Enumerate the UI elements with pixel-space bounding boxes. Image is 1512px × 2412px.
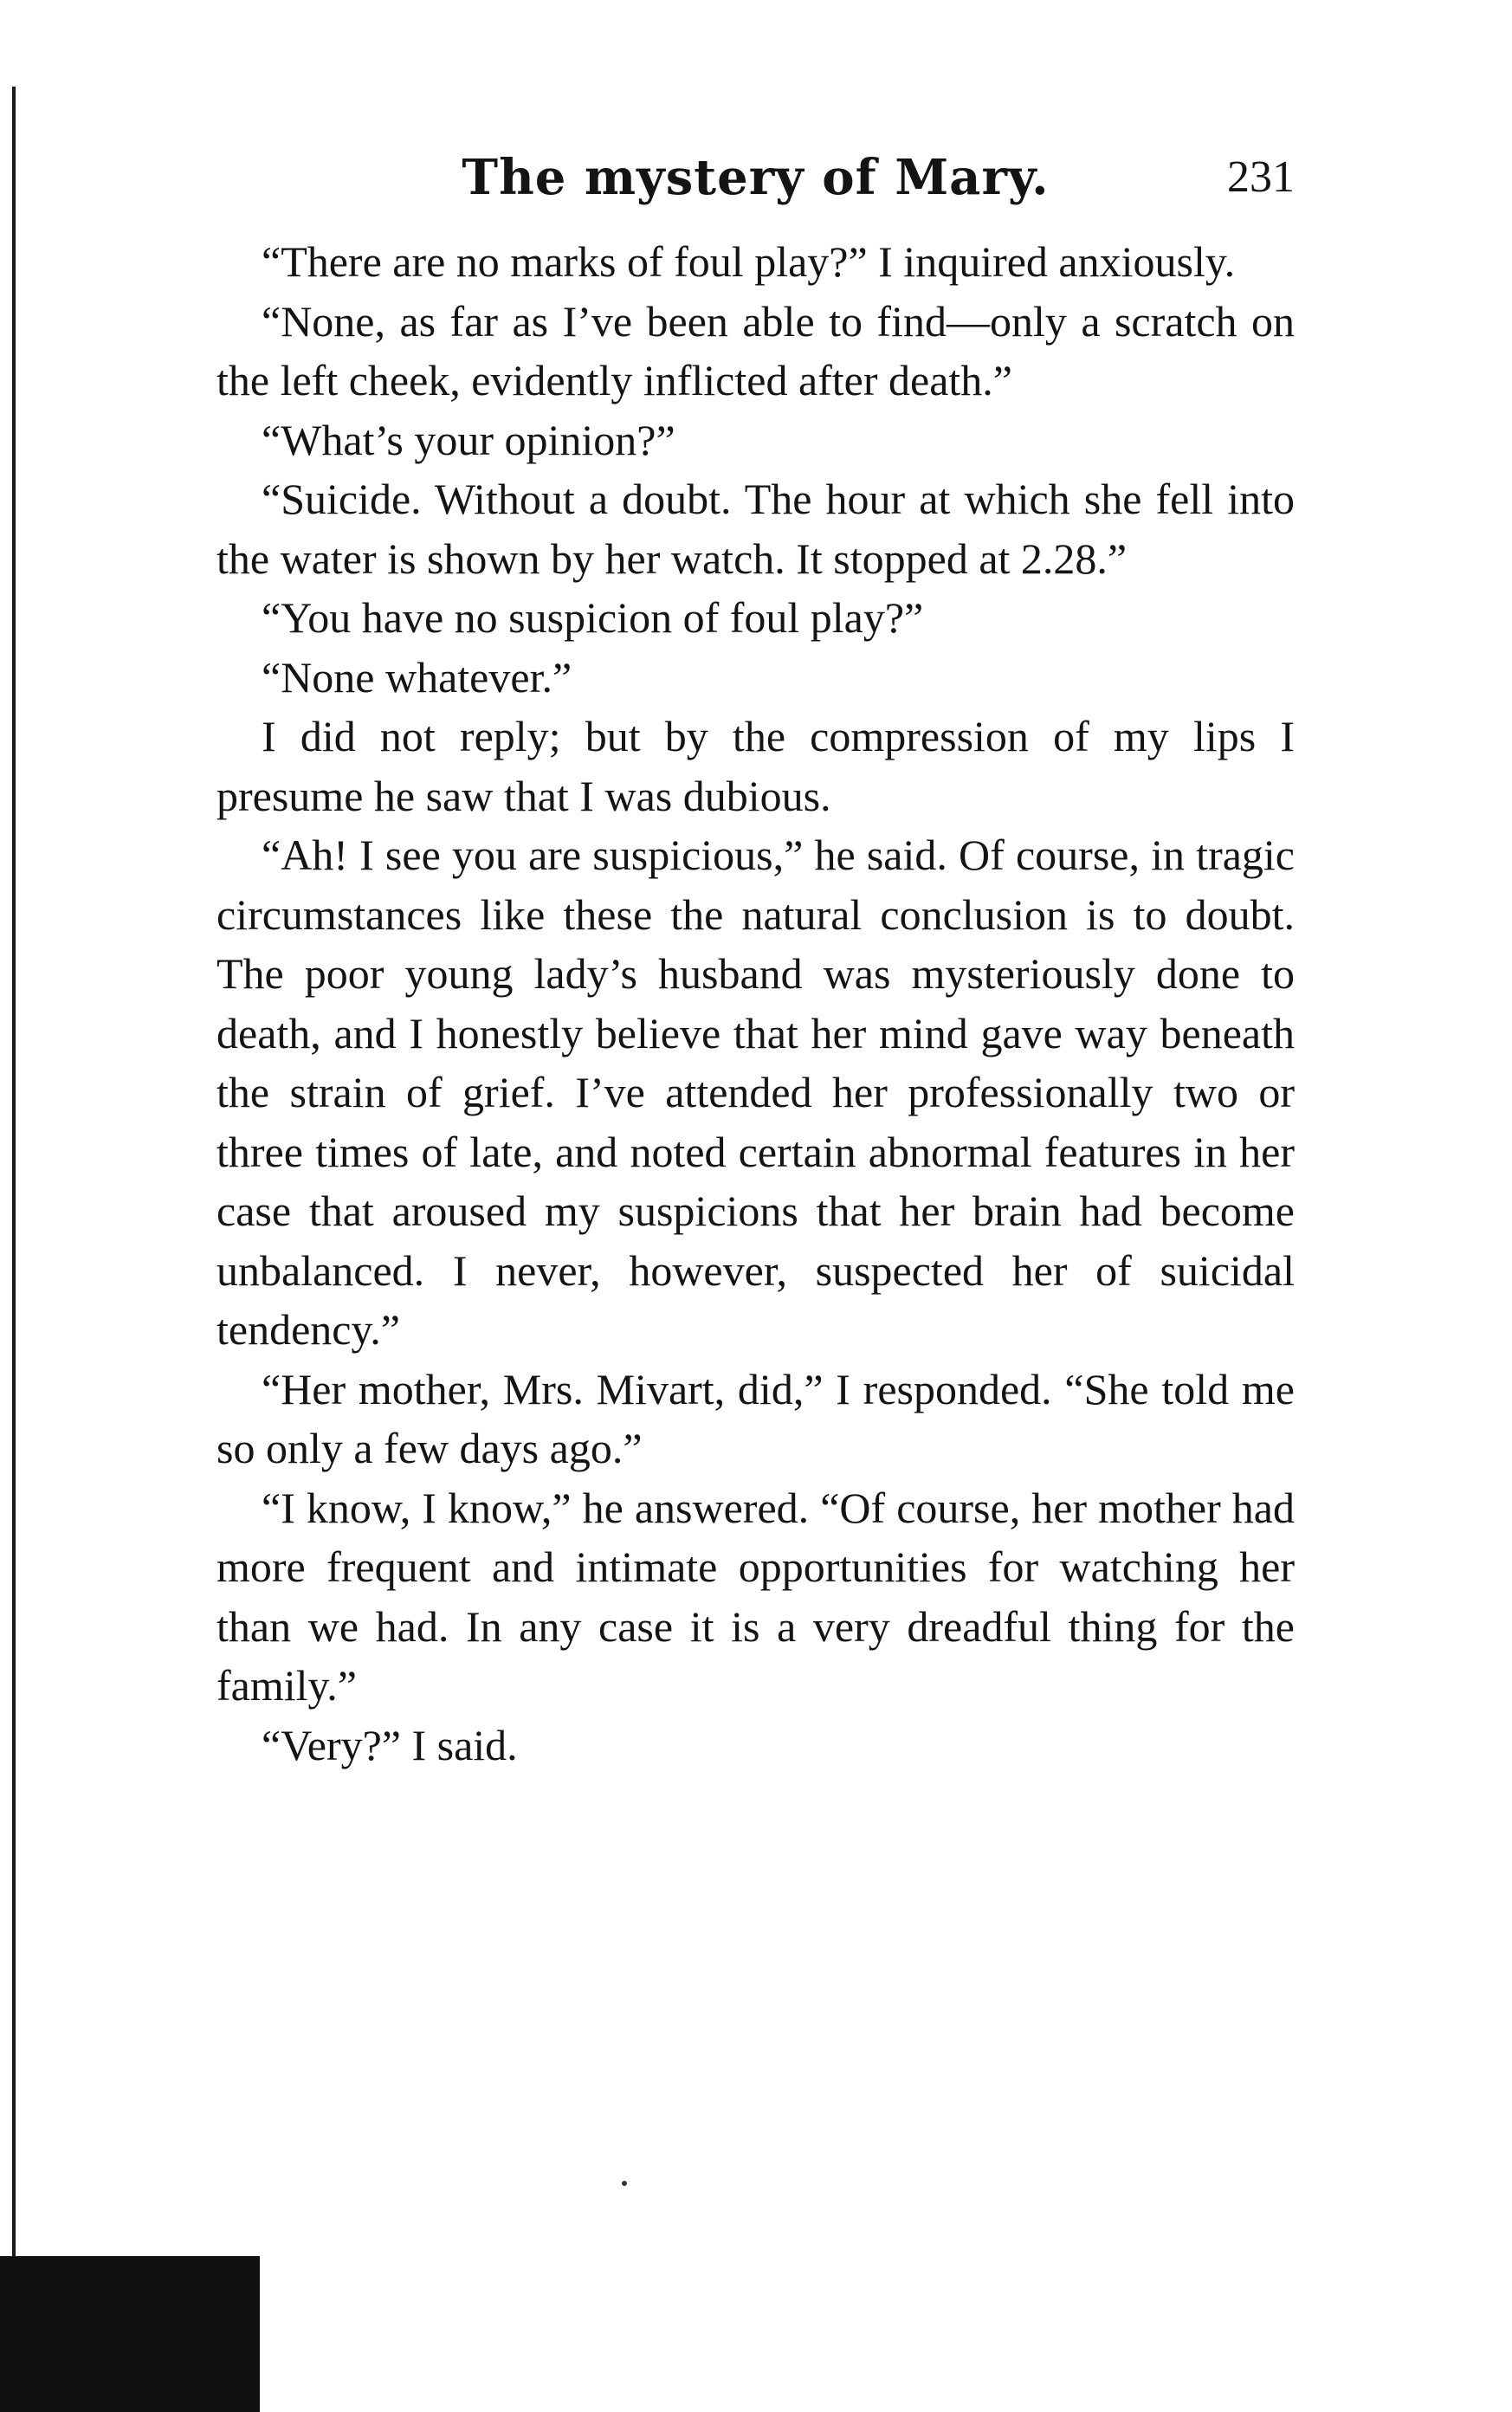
paragraph: “Suicide. Without a doubt. The hour at which she fell into the water is shown by her watch. It stopped at 2.28.” — [216, 475, 1295, 583]
running-head-title: The mystery of Mary. — [462, 149, 1050, 206]
paragraph: “None whatever.” — [262, 652, 572, 702]
paragraph: “Her mother, Mrs. Mivart, did,” I responded. “She told me so only a few days ago.” — [216, 1364, 1295, 1472]
paragraph: “I know, I know,” he answered. “Of course, her mother had more frequent and intimate opportunities for watching her than we had. In any case it is a very dreadful thing for the family.” — [216, 1483, 1295, 1710]
paragraph: “Very?” I said. — [262, 1720, 518, 1769]
paragraph: “There are no marks of foul play?” I inquired anxiously. — [262, 237, 1236, 286]
page-edge-shadow — [12, 87, 16, 2377]
paragraph: “You have no suspicion of foul play?” — [262, 593, 924, 642]
ink-speck — [622, 2181, 627, 2186]
scan-edge-shadow — [0, 2256, 260, 2412]
page-number: 231 — [1227, 152, 1295, 202]
body-text — [216, 232, 1295, 1775]
paragraph: “None, as far as I’ve been able to find—only a scratch on the left cheek, evidently inflicted after death.” — [216, 296, 1295, 404]
paragraph: I did not reply; but by the compression of my lips I presume he saw that I was dubious. — [216, 712, 1295, 820]
paragraph: “What’s your opinion?” — [262, 415, 675, 464]
paragraph: “Ah! I see you are suspicious,” he said. Of course, in tragic circumstances like these the natural conclusion is to doubt. The poor young lady’s husband was mysteriously done to death, and I honestly believe that her mind gave way beneath the strain of grief. I’ve attended her professionally two or three times of late, and noted certain abnormal features in her case that aroused my suspicions that her brain had become unbalanced. I never, however, suspected her of suicidal tendency.” — [216, 831, 1295, 1354]
running-head — [216, 147, 1295, 208]
